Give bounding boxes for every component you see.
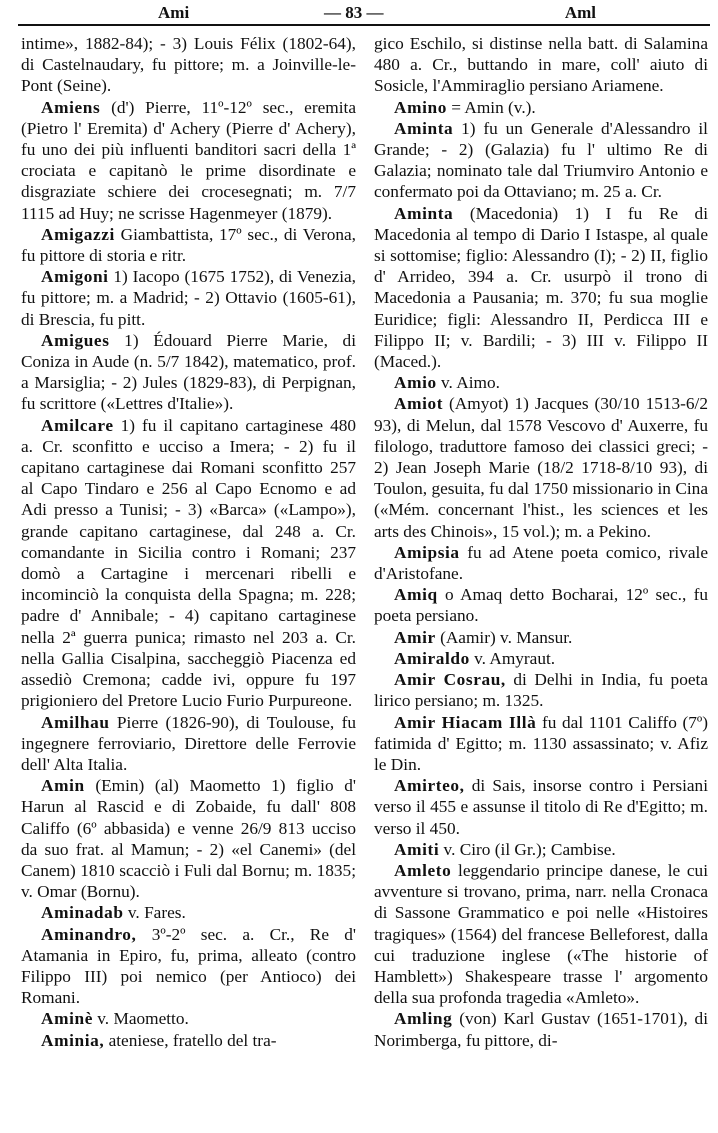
dictionary-entry [374, 203, 708, 373]
entry-body: v. Fares. [123, 903, 186, 923]
entry-body: 1) fu il capitano cartaginese 480 a. Cr. sconfitto e ucciso a Imera; - 2) fu il capitano cartaginese dai Romani sconfitto 257 al Capo Tindaro e 256 al Capo Ecnomo e ad Adi presso a Tunisi; - 3) «Barca» («Lampo»), grande capitano cartaginese, dal 248 a. Cr. comandante in Sicilia contro i Romani; 237 domò a Cartagine i mercenari ribelli e incominciò la conquista della Spagna; m. 228; padre d' Annibale; - 4) capitano cartaginese nella 2ª guerra punica; rimasto nel 203 a. Cr. nella Gallia Cisalpina, saccheggiò Piacenza ed assediò Cremona; cadde ivi, oppure fu 197 prigioniero del Pretore Lucio Furio Purpureone. [21, 415, 356, 711]
entry-body: di Delhi in India, fu poeta lirico persiano; m. 1325. [374, 670, 708, 711]
entry-body: intime», 1882-84); - 3) Louis Félix (1802-64), di Castelnaudary, fu pittore; m. a Joinville-le-Pont (Seine). [21, 34, 356, 96]
dictionary-entry [21, 97, 356, 224]
entry-headword: Amleto [394, 860, 452, 880]
entry-body: di Sais, insorse contro i Persiani verso il 455 e assunse il titolo di Re d'Egitto; m. verso il 450. [374, 776, 708, 838]
entry-headword: Aminta [394, 118, 454, 138]
entry-headword: Amino [394, 97, 447, 117]
dictionary-entry [374, 775, 708, 839]
dictionary-entry [21, 1008, 356, 1029]
dictionary-entry [374, 393, 708, 541]
entry-body: (d') Pierre, 11º-12º sec., eremita (Pietro l' Eremita) d' Achery (Pierre d' Achery), fu uno dei più influenti banditori sacri della 1ª crociata e capitanò le prime disordinate e disgraziate schiere dei crocesegnati; m. 7/7 1115 ad Huy; ne scrisse Hagenmeyer (1879). [21, 97, 356, 223]
entry-body: 1) fu un Generale d'Alessandro il Grande; - 2) (Galazia) fu l' ultimo Re di Galazia; nominato tale dal Triumviro Antonio e confermato poi da Ottaviano; m. 25 a. Cr. [374, 118, 708, 202]
dictionary-entry [21, 224, 356, 266]
entry-body: v. Amyraut. [469, 648, 556, 668]
entry-headword: Amigazzi [41, 224, 115, 244]
entry-headword: Amilcare [41, 415, 114, 435]
entry-headword: Amipsia [394, 542, 460, 562]
dictionary-entry [21, 1030, 356, 1051]
entry-body: Giambattista, 17º sec., di Verona, fu pittore di storia e ritr. [21, 224, 356, 266]
entry-headword: Amilhau [41, 712, 110, 732]
entry-headword: Amiq [394, 585, 438, 605]
page-header [18, 3, 700, 25]
dictionary-entry [374, 648, 708, 669]
left-column [21, 33, 356, 1051]
entry-body: v. Ciro (il Gr.); Cambise. [439, 839, 616, 859]
entry-body: (von) Karl Gustav (1651-1701), di Norimberga, fu pittore, di- [374, 1009, 708, 1050]
entry-headword: Amir Hiacam Illà [394, 712, 537, 732]
entry-headword: Aminandro, [41, 924, 137, 944]
entry-body: v. Aimo. [436, 373, 500, 393]
entry-headword: Amigues [41, 330, 110, 350]
entry-headword: Amling [394, 1009, 453, 1029]
dictionary-entry [21, 266, 356, 330]
header-rule [18, 24, 710, 26]
entry-headword: Amir [394, 627, 436, 647]
entry-headword: Aminè [41, 1009, 93, 1029]
entry-headword: Amigoni [41, 267, 109, 287]
entry-body: v. Maometto. [92, 1009, 189, 1029]
dictionary-entry [374, 97, 708, 118]
dictionary-entry [374, 33, 708, 97]
dictionary-entry [21, 415, 356, 712]
dictionary-entry [21, 924, 356, 1009]
entry-body: fu ad Atene poeta comico, rivale d'Aristofane. [374, 542, 708, 584]
entry-body: o Amaq detto Bocharai, 12º sec., fu poeta persiano. [374, 585, 708, 626]
dictionary-entry [374, 542, 708, 584]
entry-body: Pierre (1826-90), di Toulouse, fu ingegnere ferroviario, Direttore delle Ferrovie dell' Alta Italia. [21, 712, 356, 774]
dictionary-entry [21, 33, 356, 97]
entry-body: gico Eschilo, si distinse nella batt. di Salamina 480 a. Cr., buttando in mare, coll' aiuto di Sosicle, l'Ammiraglio persiano Ariamene. [374, 34, 708, 96]
dictionary-entry [374, 1008, 708, 1050]
entry-headword: Amiti [394, 839, 440, 859]
entry-headword: Amiot [394, 394, 444, 414]
dictionary-entry [374, 839, 708, 860]
entry-body: 1) Iacopo (1675 1752), di Venezia, fu pittore; m. a Madrid; - 2) Ottavio (1605-61), di Brescia, fu pitt. [21, 267, 356, 329]
dictionary-entry [374, 372, 708, 393]
entry-headword: Amir Cosrau, [394, 670, 506, 690]
page-number: — 83 — [324, 3, 384, 22]
entry-headword: Amiens [41, 97, 101, 117]
header-left-guideword: Ami [158, 3, 190, 22]
dictionary-entry [374, 712, 708, 776]
entry-body: = Amin (v.). [446, 97, 536, 117]
entry-headword: Amiraldo [394, 648, 470, 668]
dictionary-entry [21, 330, 356, 415]
dictionary-entry [374, 118, 708, 203]
entry-body: ateniese, fratello del tra- [104, 1030, 277, 1050]
entry-headword: Amirteo, [394, 776, 465, 796]
dictionary-entry [374, 860, 708, 1008]
entry-body: fu dal 1101 Califfo (7º) fatimida d' Egitto; m. 1130 assassinato; v. Afiz le Din. [374, 712, 708, 774]
entry-body: (Macedonia) 1) I fu Re di Macedonia al tempo di Dario I Istaspe, al quale si sottomise; figlio: Alessandro (I); - 2) II, figlio d' Arrideo, 394 a. Cr. usurpò il trono di Macedonia a Pausania; m. 370; fu sua moglie Euridice; figli: Alessandro II, Perdicca III e Filippo II; v. Bardili; - 3) III v. Filippo II (Maced.). [374, 203, 708, 372]
entry-headword: Aminta [394, 203, 454, 223]
right-column [374, 33, 708, 1051]
entry-body: 1) Édouard Pierre Marie, di Coniza in Aude (n. 5/7 1842), matematico, prof. a Marsiglia; - 2) Jules (1829-83), di Perpignan, fu scrittore («Lettres d'Italie»). [21, 330, 356, 414]
header-right-guideword: Aml [564, 3, 596, 22]
dictionary-entry [21, 902, 356, 923]
entry-body: (Amyot) 1) Jacques (30/10 1513-6/2 93), di Melun, dal 1578 Vescovo d' Auxerre, fu filologo, traduttore famoso dei classici greci; - 2) Jean Joseph Marie (18/2 1718-8/10 93), di Toulon, gesuita, fu dal 1750 missionario in Cina («Mém. concernant l'hist., les sciences et les arts des Chinois», 15 vol.); m. a Pekino. [374, 394, 708, 541]
dictionary-entry [21, 775, 356, 902]
entry-body: 3º-2º sec. a. Cr., Re d' Atamania in Epiro, fu, prima, alleato (contro Filippo III) poi nemico (per Antioco) dei Romani. [21, 924, 356, 1008]
dictionary-entry [374, 669, 708, 711]
dictionary-entry [21, 712, 356, 776]
dictionary-entry [374, 584, 708, 626]
entry-headword: Amin [41, 776, 85, 796]
entry-headword: Aminia, [41, 1030, 105, 1050]
entry-body: (Aamir) v. Mansur. [435, 627, 573, 647]
entry-body: (Emin) (al) Maometto 1) figlio d' Harun al Rascid e di Zobaide, fu dall' 808 Califfo (6º abbasida) e venne 26/9 813 ucciso da suo frat. al Mamun; - 2) «el Canemi» (del Canem) 1810 scacciò i Fuli dal Bornu; m. 1835; v. Omar (Bornu). [21, 776, 356, 902]
entry-body: leggendario principe danese, le cui avventure si trovano, prima, narr. nella Cronaca di Sassone Grammatico e poi nelle «Histoires tragiques» (1564) del francese Belleforest, dalla cui traduzione inglese («The historie of Hamblett») Shakespeare trasse l' argomento della sua profonda tragedia «Amleto». [374, 860, 708, 1008]
entry-headword: Aminadab [41, 903, 124, 923]
entry-headword: Amio [394, 373, 437, 393]
dictionary-entry [374, 627, 708, 648]
